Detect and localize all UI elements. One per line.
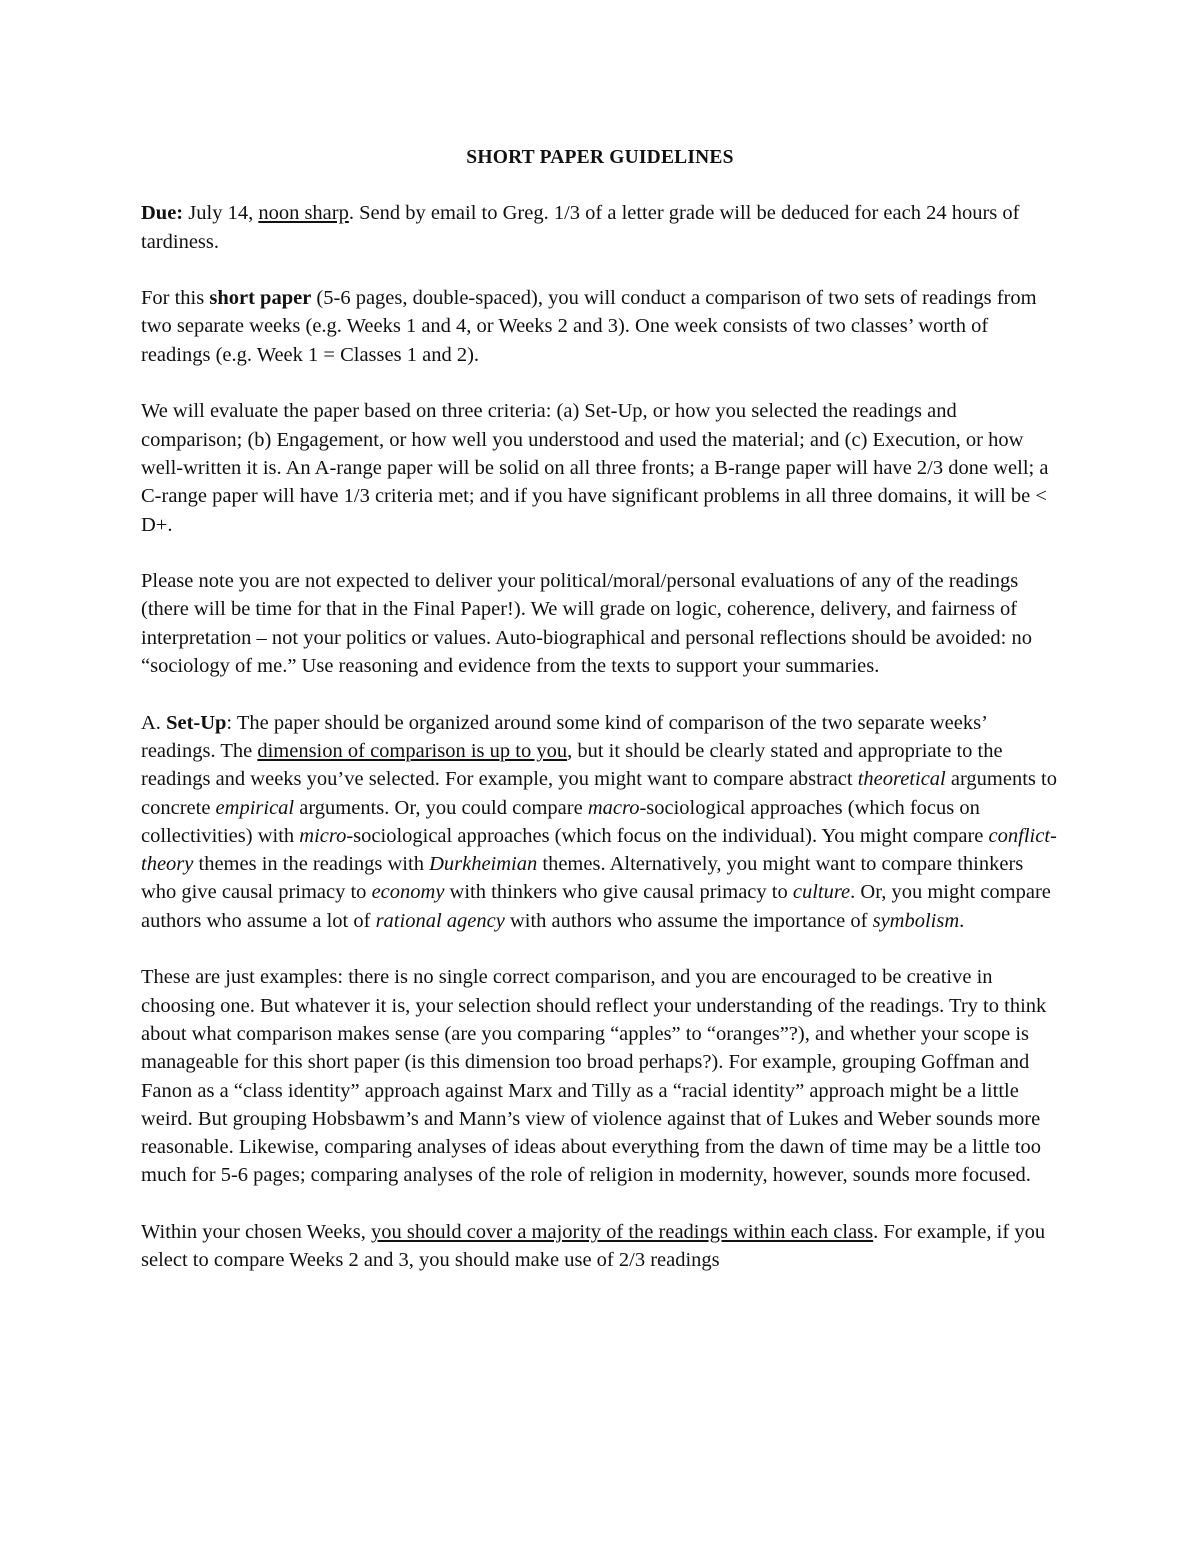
setup-text: with authors who assume the importance of [504, 909, 873, 932]
intro-text-2: (5-6 pages, double-spaced), you will conduct a comparison of two sets of readings from two separate weeks (e.g. Weeks 1 and 4, or Weeks 2 and 3). One week consists of two classes’ worth of readings (e.g. Week 1 = Classes 1 and 2). [141, 287, 1037, 366]
setup-text: arguments to concrete [141, 768, 1057, 819]
setup-text: with thinkers who give causal primacy to [444, 881, 793, 904]
coverage-underline: you should cover a majority of the readings within each class [371, 1220, 874, 1243]
page-title: SHORT PAPER GUIDELINES [466, 147, 734, 168]
document-body [141, 144, 1059, 1303]
due-deadline: noon sharp [258, 202, 349, 225]
setup-text: -sociological approaches (which focus on the individual). You might compare [346, 824, 989, 847]
coverage-text: . For example, if you select to compare Weeks 2 and 3, you should make use of 2/3 readings [141, 1220, 1046, 1272]
setup-text: themes in the readings with [193, 853, 430, 876]
criteria-paragraph: We will evaluate the paper based on three criteria: (a) Set-Up, or how you selected the readings and comparison; (b) Engagement, or how well you understood and used the material; and (c) Execution, or how well-written it is. An A-range paper will be solid on all three fronts; a B-range paper will have 2/3 done well; a C-range paper will have 1/3 criteria met; and if you have significant problems in all three domains, it will be < D+. [141, 400, 1049, 536]
setup-italic: conflict-theory [141, 824, 1057, 876]
setup-text: arguments. Or, you could compare [294, 796, 588, 819]
examples-paragraph: These are just examples: there is no single correct comparison, and you are encouraged to be creative in choosing one. But whatever it is, your selection should reflect your understanding of the readings. Try to think about what comparison makes sense (are you comparing “apples” to “oranges”?), and whether your scope is manageable for this short paper (is this dimension too broad perhaps?). For example, grouping Goffman and Fanon as a “class identity” approach against Marx and Tilly as a “racial identity” approach might be a little weird. But grouping Hobsbawm’s and Mann’s view of violence against that of Lukes and Weber sounds more reasonable. Likewise, comparing analyses of ideas about everything from the dawn of time may be a little too much for 5-6 pages; comparing analyses of the role of religion in modernity, however, sounds more focused. [141, 966, 1047, 1187]
setup-italic: macro [587, 796, 640, 819]
setup-text: . [959, 909, 965, 932]
setup-text: . Or, you might compare authors who assume a lot of [141, 881, 1051, 932]
setup-italic: Durkheimian [429, 853, 538, 876]
due-label: Due: [141, 202, 184, 225]
setup-text: -sociological approaches (which focus on collectivities) with [141, 796, 980, 847]
setup-text: , but it should be clearly stated and appropriate to the readings and weeks you’ve selected. For example, you might want to compare abstract [141, 739, 1003, 791]
setup-text: themes. Alternatively, you might want to compare thinkers who give causal primacy to [141, 853, 1024, 904]
due-details: . Send by email to Greg. 1/3 of a letter grade will be deduced for each 24 hours of tardiness. [141, 202, 1020, 253]
setup-italic: symbolism [872, 909, 960, 932]
intro-emphasis: short paper [209, 287, 312, 310]
due-date: July 14, [183, 202, 259, 225]
intro-paragraph [141, 284, 1059, 369]
note-paragraph: Please note you are not expected to deliver your political/moral/personal evaluations of any of the readings (there will be time for that in the Final Paper!). We will grade on logic, coherence, delivery, and fairness of interpretation – not your politics or values. Auto-biographical and personal reflections should be avoided: no “sociology of me.” Use reasoning and evidence from the texts to support your summaries. [141, 570, 1032, 678]
setup-heading: Set-Up [166, 711, 227, 734]
intro-text-1: For this [141, 287, 210, 310]
setup-italic: empirical [215, 796, 295, 819]
setup-italic: micro [299, 824, 347, 847]
setup-italic: culture [792, 881, 851, 904]
setup-italic: theoretical [857, 768, 946, 791]
coverage-paragraph [141, 1218, 1059, 1275]
setup-italic: economy [371, 881, 445, 904]
setup-paragraph [141, 709, 1059, 935]
due-paragraph [141, 199, 1059, 256]
setup-text: : The paper should be organized around some kind of comparison of the two separate weeks’ readings. The [141, 711, 987, 762]
setup-italic: rational agency [375, 909, 505, 932]
setup-underline: dimension of comparison is up to you [257, 739, 568, 762]
setup-prefix: A. [141, 711, 167, 734]
coverage-text: Within your chosen Weeks, [141, 1220, 372, 1243]
